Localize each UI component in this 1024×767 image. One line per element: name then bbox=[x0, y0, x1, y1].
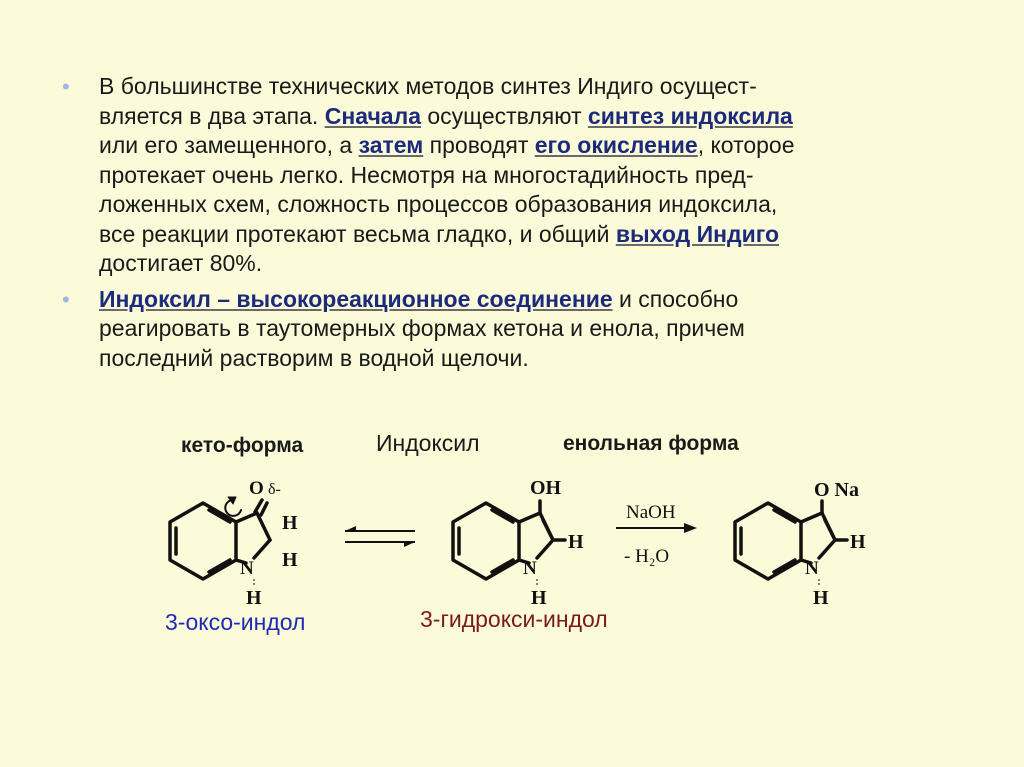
keto-oxygen: O bbox=[249, 478, 264, 499]
bullet-marker: • bbox=[62, 286, 70, 312]
salt-nh: H bbox=[813, 587, 829, 609]
text-segment: ложенных схем, сложность процессов образования индоксила, bbox=[99, 191, 778, 217]
paragraph-line bbox=[99, 190, 962, 220]
paragraph-line bbox=[99, 344, 962, 374]
reagent-water: - H₂O bbox=[624, 546, 670, 567]
bullet-item bbox=[62, 72, 962, 279]
hydroxy-nitrogen: N bbox=[523, 558, 537, 579]
keto-h-lower: H bbox=[282, 549, 298, 571]
text-segment: осуществляют bbox=[421, 102, 588, 129]
paragraph-line bbox=[99, 102, 962, 132]
sodium-salt-structure bbox=[735, 501, 847, 579]
hydroxy-nh: H bbox=[531, 587, 547, 609]
bullet-item bbox=[62, 285, 962, 374]
highlighted-term: выход Индиго bbox=[615, 220, 780, 247]
highlighted-term: Индоксил – высокореакционное соединение bbox=[99, 285, 613, 312]
keto-structure bbox=[170, 497, 270, 579]
hydroxy-compound-name: 3-гидрокси-индол bbox=[420, 606, 608, 632]
text-segment: и способно bbox=[612, 285, 739, 312]
bullet-list bbox=[62, 72, 962, 373]
reaction-scheme bbox=[0, 420, 1024, 650]
text-segment: вляется в два этапа. bbox=[99, 102, 325, 129]
paragraph-line bbox=[99, 314, 962, 344]
keto-compound-name: 3-оксо-индол bbox=[165, 609, 306, 635]
paragraph-line bbox=[99, 72, 962, 102]
paragraph-line bbox=[99, 285, 962, 315]
text-segment: последний растворим в водной щелочи. bbox=[99, 344, 529, 371]
text-segment: или его замещенного, а bbox=[99, 132, 359, 158]
enol-form-label: енольная форма bbox=[563, 432, 739, 455]
text-segment: , которое bbox=[697, 132, 795, 158]
reagent-naoh: NaOH bbox=[626, 502, 676, 523]
highlighted-term: синтез индоксила bbox=[587, 102, 793, 129]
keto-nitrogen: N bbox=[240, 558, 254, 579]
text-segment: все реакции протекают весьма гладко, и общий bbox=[99, 220, 616, 247]
bullet-marker: • bbox=[62, 74, 70, 99]
paragraph-line bbox=[99, 131, 962, 161]
equilibrium-arrows bbox=[345, 526, 415, 547]
salt-h: H bbox=[850, 531, 866, 553]
reaction-arrow bbox=[616, 523, 697, 533]
hydroxy-h: H bbox=[568, 531, 584, 553]
salt-nitrogen: N bbox=[805, 558, 819, 579]
hydroxy-structure bbox=[453, 501, 565, 579]
keto-h-upper: H bbox=[282, 512, 298, 534]
paragraph-line bbox=[99, 220, 962, 250]
text-segment: проводят bbox=[423, 132, 535, 158]
text-segment: реагировать в таутомерных формах кетона и енола, причем bbox=[99, 315, 745, 341]
paragraph-line bbox=[99, 161, 962, 191]
text-segment: достигает 80%. bbox=[99, 250, 263, 276]
text-segment: протекает очень легко. Несмотря на многостадийность пред- bbox=[99, 161, 754, 188]
indoxyl-label: Индоксил bbox=[376, 430, 480, 456]
paragraph-line bbox=[99, 249, 962, 279]
text-segment: В большинстве технических методов синтез Индиго осущест- bbox=[99, 73, 757, 99]
hydroxyl-group: OH bbox=[530, 477, 562, 499]
delta-charge: δ- bbox=[268, 481, 281, 498]
sodium-oxide: O Na bbox=[814, 479, 859, 501]
highlighted-term: затем bbox=[358, 132, 424, 158]
keto-form-label: кето-форма bbox=[181, 434, 304, 457]
keto-nh: H bbox=[246, 587, 262, 609]
highlighted-term: его окисление bbox=[534, 132, 698, 158]
highlighted-term: Сначала bbox=[324, 102, 421, 129]
